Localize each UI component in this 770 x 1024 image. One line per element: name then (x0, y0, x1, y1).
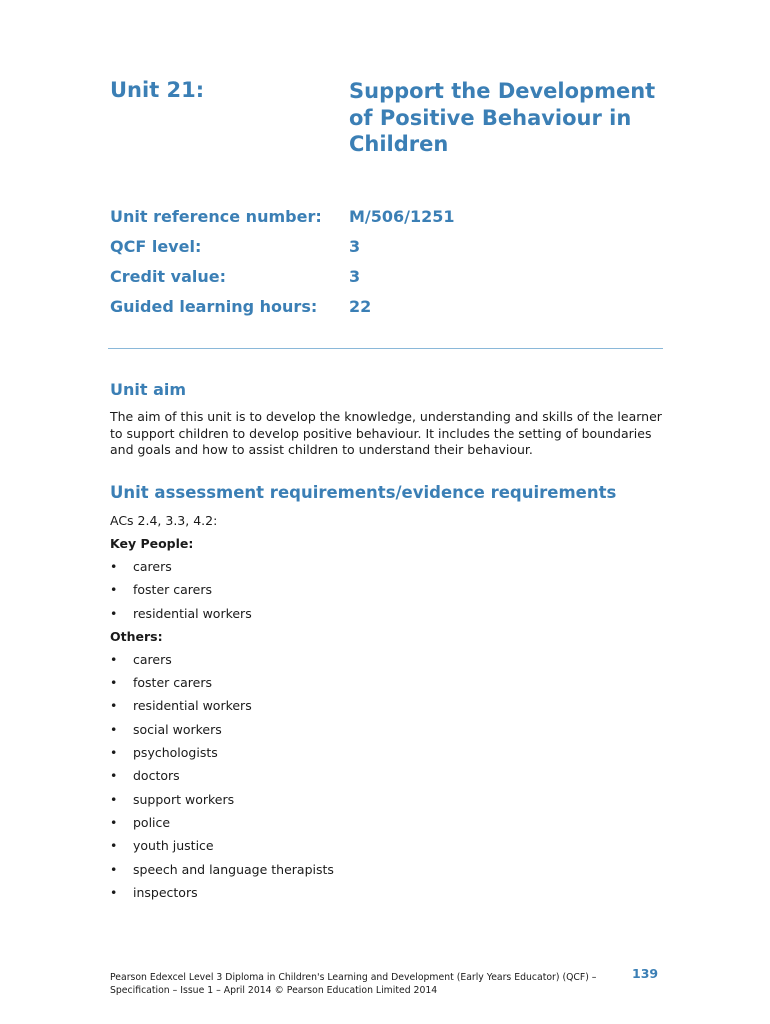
list-item-text: residential workers (133, 605, 252, 621)
list-item (110, 652, 670, 675)
detail-label: Unit reference number: (110, 207, 322, 226)
bullet-icon: • (110, 768, 118, 784)
list-item-text: residential workers (133, 698, 252, 714)
bullet-icon: • (110, 582, 118, 598)
detail-label: Credit value: (110, 267, 226, 286)
list-item-text: speech and language therapists (133, 861, 334, 877)
others-list (110, 652, 670, 908)
list-item (110, 838, 670, 861)
footer-line-1: Pearson Edexcel Level 3 Diploma in Children's Learning and Development (Early Years Educator) (QCF) – (110, 972, 597, 983)
bullet-icon: • (110, 861, 118, 877)
list-item-text: inspectors (133, 884, 198, 900)
bullet-icon: • (110, 675, 118, 691)
bullet-icon: • (110, 884, 118, 900)
list-item-text: youth justice (133, 838, 214, 854)
list-item (110, 885, 670, 908)
page-footer (110, 971, 610, 997)
list-item (110, 698, 670, 721)
detail-value: 22 (349, 297, 372, 316)
key-people-label: Key People: (110, 536, 194, 551)
footer-line-2: Specification – Issue 1 – April 2014 © Pearson Education Limited 2014 (110, 985, 438, 996)
list-item-text: foster carers (133, 582, 213, 598)
list-item (110, 815, 670, 838)
detail-value: 3 (349, 267, 361, 286)
assessment-heading: Unit assessment requirements/evidence requirements (110, 483, 617, 502)
unit-number: Unit 21: (110, 78, 205, 102)
assessment-body (110, 513, 670, 908)
bullet-icon: • (110, 791, 118, 807)
detail-value: M/506/1251 (349, 207, 455, 226)
list-item-text: psychologists (133, 745, 218, 761)
list-item (110, 582, 670, 605)
list-item (110, 768, 670, 791)
detail-label: Guided learning hours: (110, 297, 318, 316)
bullet-icon: • (110, 838, 118, 854)
bullet-icon: • (110, 605, 118, 621)
divider (108, 348, 663, 349)
bullet-icon: • (110, 651, 118, 667)
list-item-text: doctors (133, 768, 180, 784)
bullet-icon: • (110, 698, 118, 714)
list-item-text: support workers (133, 791, 235, 807)
bullet-icon: • (110, 721, 118, 737)
unit-aim-text: The aim of this unit is to develop the knowledge, understanding and skills of the learner to support children to develop positive behaviour. It includes the setting of boundaries and goals and how to assist children to understand their behaviour. (110, 409, 662, 457)
list-item-text: social workers (133, 721, 222, 737)
list-item (110, 862, 670, 885)
list-item (110, 606, 670, 629)
list-item (110, 559, 670, 582)
page-number: 139 (632, 966, 659, 981)
list-item-text: police (133, 814, 171, 830)
unit-aim-heading: Unit aim (110, 380, 187, 399)
bullet-icon: • (110, 559, 118, 574)
bullet-icon: • (110, 814, 118, 830)
list-item (110, 675, 670, 698)
list-item (110, 745, 670, 768)
bullet-icon: • (110, 745, 118, 761)
unit-title: Support the Development of Positive Behaviour in Children (349, 79, 656, 156)
list-item-text: foster carers (133, 675, 213, 691)
list-item-text: carers (133, 651, 172, 667)
list-item (110, 792, 670, 815)
others-label: Others: (110, 628, 163, 644)
detail-label: QCF level: (110, 237, 202, 256)
key-people-list (110, 559, 670, 629)
detail-value: 3 (349, 237, 361, 256)
list-item (110, 722, 670, 745)
acs-reference: ACs 2.4, 3.3, 4.2: (110, 513, 218, 528)
list-item-text: carers (133, 559, 172, 574)
